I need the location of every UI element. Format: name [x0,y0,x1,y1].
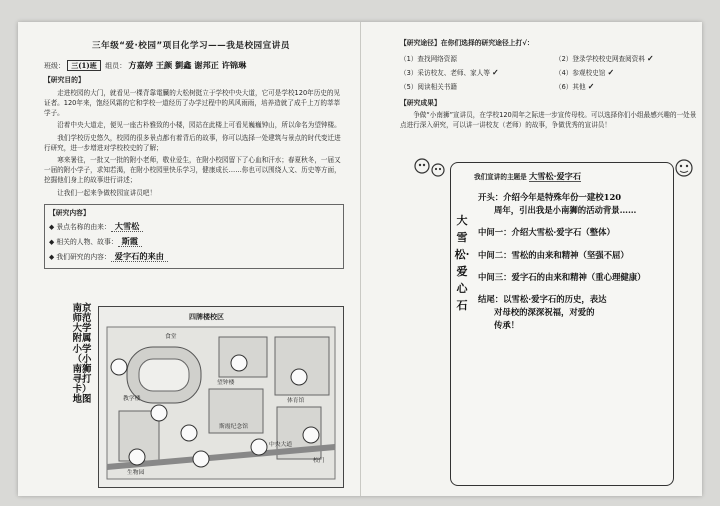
map-label: 教学楼 [123,396,141,402]
note-line: 开头：介绍今年是特殊年份一建校120 [478,192,622,202]
map-label: 食堂 [165,334,177,340]
card-vertical-title: 大雪松·爱心石 [454,214,470,313]
content-row-label: 相关的人物、故事： [56,238,118,247]
group-label: 组员 [105,62,120,71]
purpose-paragraph-5: 让我们一起来争做校园宣讲员吧！ [57,188,157,197]
map-label: 中央大道 [269,442,293,448]
class-label: 班级 [44,62,58,71]
map-label: 望钟楼 [217,380,235,386]
campus-map [98,306,342,486]
class-group-line: 班级： 三(1)班 组员： 方嘉婷 王颜 劉鑫 谢邦正 许锦琳 [44,60,247,71]
content-row-label: 景点名称的由来： [56,223,111,232]
map-label: 斯霞纪念馆 [219,424,248,430]
content-heading: 【研究内容】 [49,208,90,217]
map-label: 校门 [313,458,325,464]
map-frame [98,306,344,488]
content-row-value: 爱字石的来由 [111,251,168,262]
purpose-paragraph-2: 沿着中央大道走，便见一座古朴雅致的小楼，园站在此楼上可看见巍巍钟山，所以命名为望钟楼。 [57,121,341,130]
map-side-title: 南京师范大学附属小学（小南狮寻打卡）地图 [72,303,92,406]
class-value: 三(1)班 [67,60,101,71]
note-line: 中间二：雪松的由来和精神（坚强不屈） [478,249,629,260]
map-label: 生物园 [127,470,145,476]
map-title: 四牌楼校区 [189,313,224,321]
card-title-value: 大雪松·爱字石 [529,171,582,181]
results-heading: 【研究成果】 [400,98,441,107]
note-line: 结尾：以雪松·爱字石的历史，表达 [478,293,607,304]
way-item: （6）其他 ✓ [555,81,595,92]
content-row-value: 大雪松 [111,221,144,232]
purpose-heading: 【研究目的】 [44,76,85,85]
left-page [44,40,344,269]
way-item: （1）查找网络资源 [400,54,457,63]
doodle-icon [410,154,450,184]
content-row-label: 我们研究的内容： [56,252,111,261]
doodle-icon [670,154,700,184]
content-row-person: ◆ 相关的人物、故事： 斯霞 [49,235,339,248]
content-box [44,204,344,269]
note-line: 对母校的深深祝福，对爱的 [494,307,595,318]
card-title-prefix: 我们宣讲的主题是 [474,173,527,181]
note-line: 周年，引出我是小南狮的活动背景…… [494,205,637,216]
way-item: （2）登录学校校史网查阅资料 ✓ [555,52,654,63]
speech-notes [478,190,678,333]
right-page [400,36,700,133]
content-row-research: ◆ 我们研究的内容： 爱字石的来由 [49,250,339,263]
ways-list [400,52,700,93]
purpose-paragraph-1: 走进校园的大门，就看见一棵背靠電臟的大松树挺立于学校中央大道，它可是学校120年历史的见证者。120年来，饱经风霜的它和学校一道经历了办学过程中的风风雨雨，培养造就了成千上万的莘莘学子。 [44,88,341,118]
note-line: 中间一：介绍大雪松·爱字石（整体） [478,227,615,238]
map-label: 体育馆 [287,398,305,404]
content-row-value: 斯霞 [118,236,142,247]
content-row-spot: ◆ 景点名称的由来： 大雪松 [49,220,339,233]
purpose-paragraph-3: 我们学校历史悠久，校园的很多景点都有着背后的故事，你可以选择一处建筑与景点的时代变迁进行研究，进一步增进对学校校史的了解； [44,133,341,152]
note-line: 中间三：爱字石的由来和精神（重心理健康） [478,271,646,282]
page-fold [360,22,361,496]
way-item: （3）采访校友、老师、家人等 ✓ [400,66,499,77]
group-members: 方嘉婷 王颜 劉鑫 谢邦正 许锦琳 [128,60,247,71]
way-item: （4）参观校史馆 ✓ [555,66,615,77]
card-title [474,171,581,182]
way-item: （5）阅读相关书籍 [400,83,457,92]
worksheet-title: 三年级“爱·校园”项目化学习——我是校园宣讲员 [92,41,290,51]
note-line: 传承！ [494,320,520,331]
results-text: 争做“小南狮”宣讲员，在学校120周年之际进一步宣传母校。可以选择你们小组最感兴趣的一处景点进行深入研究，可以讲一讲校友（老师）的故事，争做优秀的宣讲员！ [400,111,697,130]
purpose-paragraph-4: 寒来暑往，一批又一批的附小老师，敬业爱生，在附小校园留下了心血和汗水；春夏秋冬，一届又一届的附小学子，求知若渴，在附小校园里快乐学习，健康成长……你也可以围绕人文、历史等方面，挖掘他们身上的故事进行讲述； [44,156,341,185]
ways-heading: 【研究途径】在你们选择的研究途径上打√： [400,39,534,47]
